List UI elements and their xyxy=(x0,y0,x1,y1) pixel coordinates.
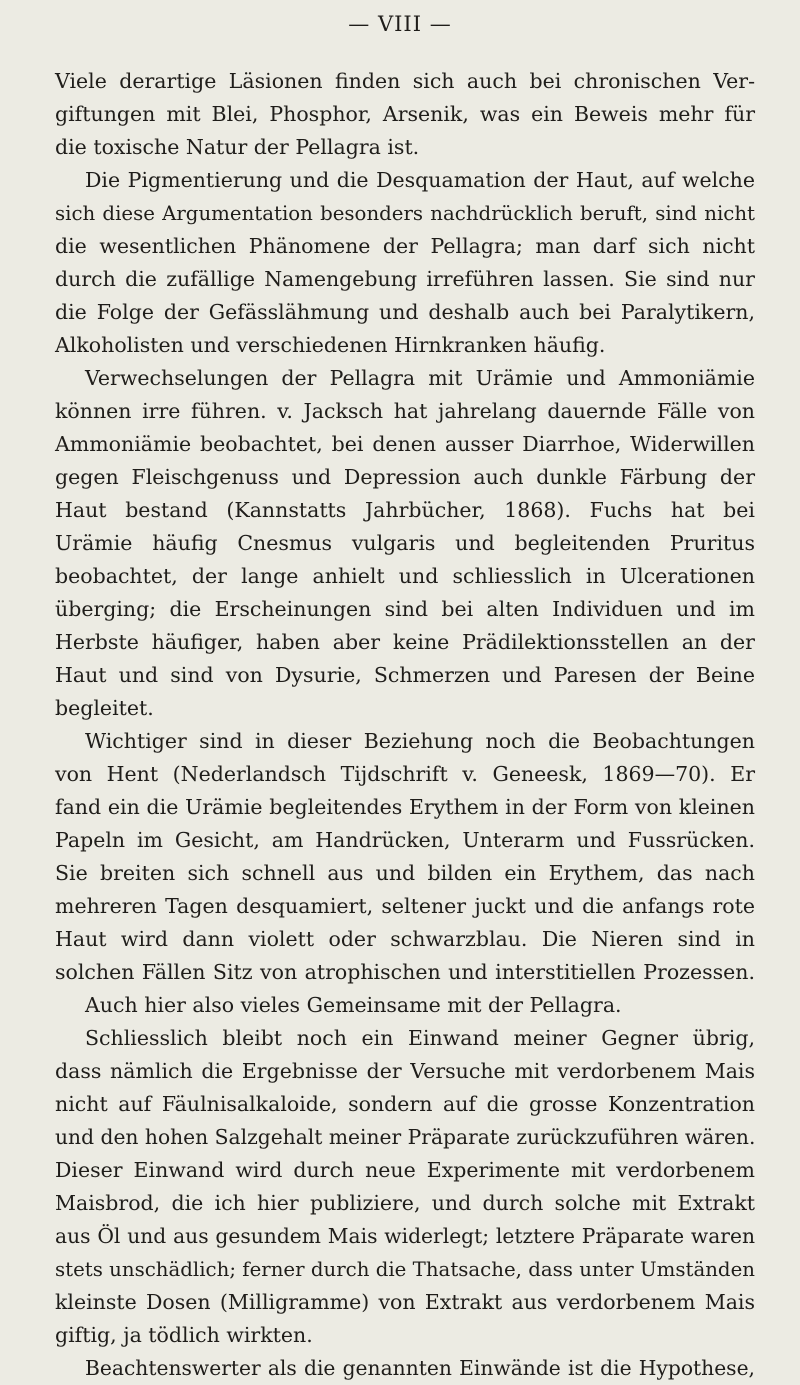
text-line: fand ein die Urämie begleitendes Erythem in der Form von kleinen xyxy=(55,795,755,819)
text-line: Urämie häufig Cnesmus vulgaris und begleitenden Pruritus xyxy=(55,531,755,555)
text-line: Schliesslich bleibt noch ein Einwand meiner Gegner übrig, xyxy=(85,1026,755,1050)
text-line: nicht auf Fäulnisalkaloide, sondern auf die grosse Konzentration xyxy=(55,1092,755,1116)
text-line: Sie breiten sich schnell aus und bilden ein Erythem, das nach xyxy=(55,861,755,885)
text-line: Haut wird dann violett oder schwarzblau. Die Nieren sind in xyxy=(55,927,755,951)
text-line: dass nämlich die Ergebnisse der Versuche mit verdorbenem Mais xyxy=(55,1059,755,1083)
text-line: die Folge der Gefässlähmung und deshalb auch bei Paralytikern, xyxy=(55,300,755,324)
text-line: giftungen mit Blei, Phosphor, Arsenik, was ein Beweis mehr für xyxy=(55,102,755,126)
text-line: Viele derartige Läsionen finden sich auch bei chronischen Ver- xyxy=(55,69,755,93)
page-header: — VIII — xyxy=(348,12,452,36)
text-line: Maisbrod, die ich hier publiziere, und durch solche mit Extrakt xyxy=(55,1191,755,1215)
text-line: Herbste häufiger, haben aber keine Prädilektionsstellen an der xyxy=(55,630,755,654)
text-line: mehreren Tagen desquamiert, seltener juckt und die anfangs rote xyxy=(55,894,755,918)
text-line: Ammoniämie beobachtet, bei denen ausser Diarrhoe, Widerwillen xyxy=(55,432,755,456)
text-line: Auch hier also vieles Gemeinsame mit der Pellagra. xyxy=(85,993,622,1017)
text-line: die wesentlichen Phänomene der Pellagra; man darf sich nicht xyxy=(55,234,755,258)
text-line: durch die zufällige Namengebung irreführen lassen. Sie sind nur xyxy=(55,267,755,291)
text-line: begleitet. xyxy=(55,696,154,720)
text-line: Wichtiger sind in dieser Beziehung noch die Beobachtungen xyxy=(85,729,755,753)
text-line: aus Öl und aus gesundem Mais widerlegt; letztere Präparate waren xyxy=(55,1224,755,1248)
body-text xyxy=(55,65,755,1385)
text-line: können irre führen. v. Jacksch hat jahrelang dauernde Fälle von xyxy=(55,399,755,423)
text-line: kleinste Dosen (Milligramme) von Extrakt aus verdorbenem Mais xyxy=(55,1290,755,1314)
text-line: und den hohen Salzgehalt meiner Präparate zurückzuführen wären. xyxy=(55,1125,756,1149)
text-line: Haut bestand (Kannstatts Jahrbücher, 1868). Fuchs hat bei xyxy=(55,498,755,522)
text-line: Verwechselungen der Pellagra mit Urämie und Ammoniämie xyxy=(85,366,755,390)
text-line: von Hent (Nederlandsch Tijdschrift v. Geneesk, 1869—70). Er xyxy=(55,762,755,786)
text-line: Die Pigmentierung und die Desquamation der Haut, auf welche xyxy=(85,168,755,192)
text-line: Alkoholisten und verschiedenen Hirnkranken häufig. xyxy=(55,333,606,357)
text-line: Haut und sind von Dysurie, Schmerzen und Paresen der Beine xyxy=(55,663,755,687)
text-line: stets unschädlich; ferner durch die Thatsache, dass unter Umständen xyxy=(55,1258,755,1281)
text-line: beobachtet, der lange anhielt und schliesslich in Ulcerationen xyxy=(55,564,755,588)
text-line: überging; die Erscheinungen sind bei alten Individuen und im xyxy=(55,597,755,621)
text-line: Beachtenswerter als die genannten Einwände ist die Hypothese, xyxy=(85,1356,755,1380)
text-line: die toxische Natur der Pellagra ist. xyxy=(55,135,420,159)
text-line: Papeln im Gesicht, am Handrücken, Unterarm und Fussrücken. xyxy=(55,828,755,852)
text-line: Dieser Einwand wird durch neue Experimente mit verdorbenem xyxy=(55,1158,755,1182)
text-line: gegen Fleischgenuss und Depression auch dunkle Färbung der xyxy=(55,465,755,489)
text-line: giftig, ja tödlich wirkten. xyxy=(55,1323,313,1347)
text-line: solchen Fällen Sitz von atrophischen und interstitiellen Prozessen. xyxy=(55,960,755,984)
text-line: sich diese Argumentation besonders nachdrücklich beruft, sind nicht xyxy=(55,202,755,225)
